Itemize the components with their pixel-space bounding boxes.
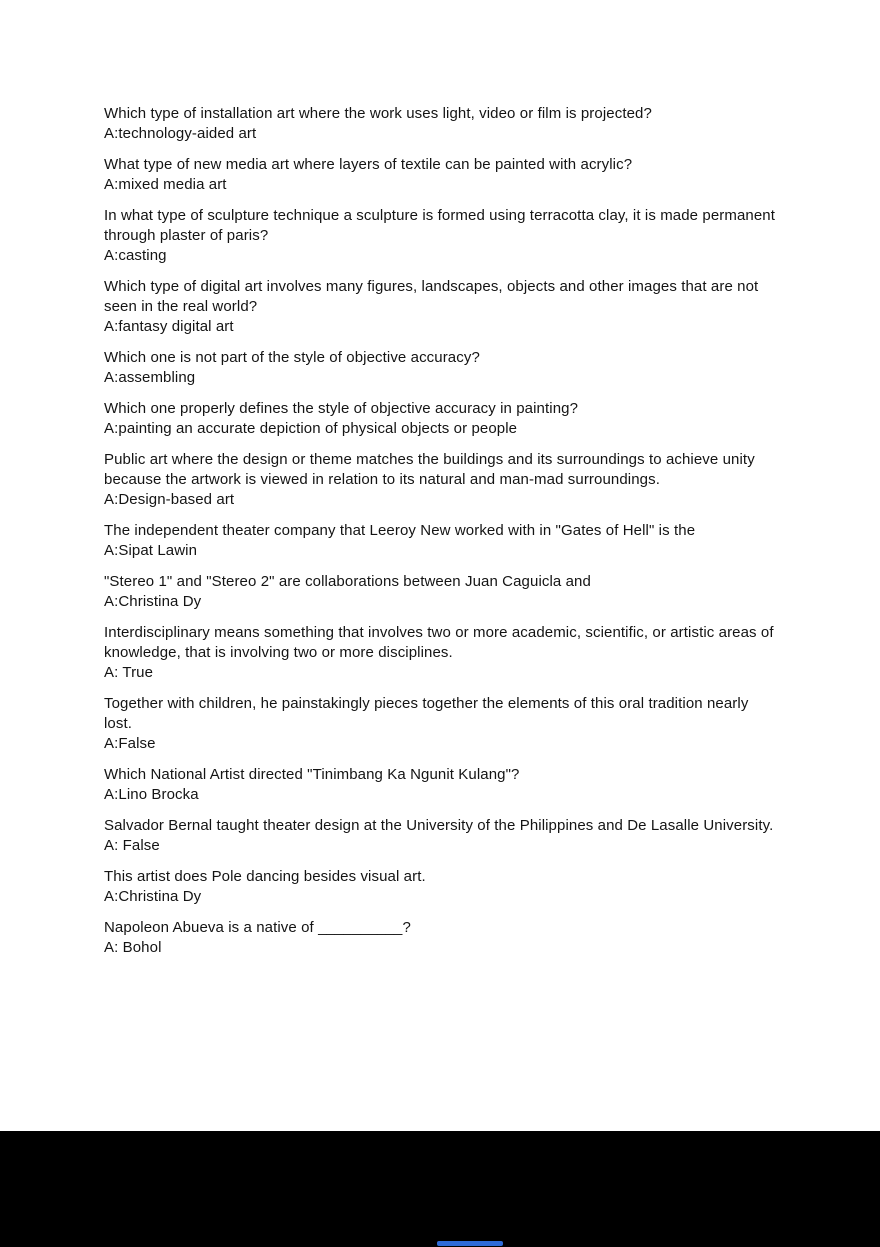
question-text: Napoleon Abueva is a native of __________?	[104, 919, 411, 936]
question-text: Which type of installation art where the work uses light, video or film is projected?	[104, 105, 652, 122]
answer-text: A:technology-aided art	[104, 125, 257, 142]
qa-item	[104, 572, 780, 612]
question-text: "Stereo 1" and "Stereo 2" are collaborations between Juan Caguicla and	[104, 573, 591, 590]
question-text: Which one is not part of the style of objective accuracy?	[104, 349, 480, 366]
qa-item	[104, 277, 780, 337]
answer-text: A: Bohol	[104, 939, 162, 956]
answer-text: A:Christina Dy	[104, 888, 202, 905]
qa-item	[104, 623, 780, 683]
answer-text: A: True	[104, 664, 154, 681]
question-text: Which one properly defines the style of objective accuracy in painting?	[104, 400, 579, 417]
qa-item	[104, 918, 780, 958]
question-text: What type of new media art where layers of textile can be painted with acrylic?	[104, 156, 633, 173]
qa-item	[104, 765, 780, 805]
answer-text: A:painting an accurate depiction of physical objects or people	[104, 420, 518, 437]
question-text: Together with children, he painstakingly pieces together the elements of this oral tradition nearly lost.	[104, 695, 749, 732]
question-text: Interdisciplinary means something that involves two or more academic, scientific, or artistic areas of knowledge, that is involving two or more disciplines.	[104, 624, 774, 661]
qa-item	[104, 521, 780, 561]
question-text: Which National Artist directed "Tinimbang Ka Ngunit Kulang"?	[104, 766, 520, 783]
bottom-indicator-bar	[437, 1241, 503, 1246]
qa-item	[104, 348, 780, 388]
answer-text: A:casting	[104, 247, 167, 264]
qa-item	[104, 399, 780, 439]
answer-text: A:Christina Dy	[104, 593, 202, 610]
answer-text: A:mixed media art	[104, 176, 227, 193]
qa-item	[104, 104, 780, 144]
qa-item	[104, 450, 780, 510]
question-text: This artist does Pole dancing besides visual art.	[104, 868, 426, 885]
qa-item	[104, 867, 780, 907]
question-text: Public art where the design or theme matches the buildings and its surroundings to achieve unity because the artwork is viewed in relation to its natural and man-mad surroundings.	[104, 451, 755, 488]
answer-text: A:fantasy digital art	[104, 318, 234, 335]
answer-text: A:False	[104, 735, 156, 752]
question-text: In what type of sculpture technique a sculpture is formed using terracotta clay, it is made permanent through plaster of paris?	[104, 207, 775, 244]
answer-text: A:assembling	[104, 369, 196, 386]
qa-item	[104, 206, 780, 266]
answer-text: A: False	[104, 837, 160, 854]
answer-text: A:Sipat Lawin	[104, 542, 198, 559]
qa-item	[104, 155, 780, 195]
question-text: Salvador Bernal taught theater design at the University of the Philippines and De Lasalle University.	[104, 817, 774, 834]
question-text: The independent theater company that Leeroy New worked with in "Gates of Hell" is the	[104, 522, 696, 539]
answer-text: A:Lino Brocka	[104, 786, 199, 803]
qa-item	[104, 816, 780, 856]
qa-item	[104, 694, 780, 754]
answer-text: A:Design-based art	[104, 491, 235, 508]
question-text: Which type of digital art involves many figures, landscapes, objects and other images that are not seen in the real world?	[104, 278, 759, 315]
